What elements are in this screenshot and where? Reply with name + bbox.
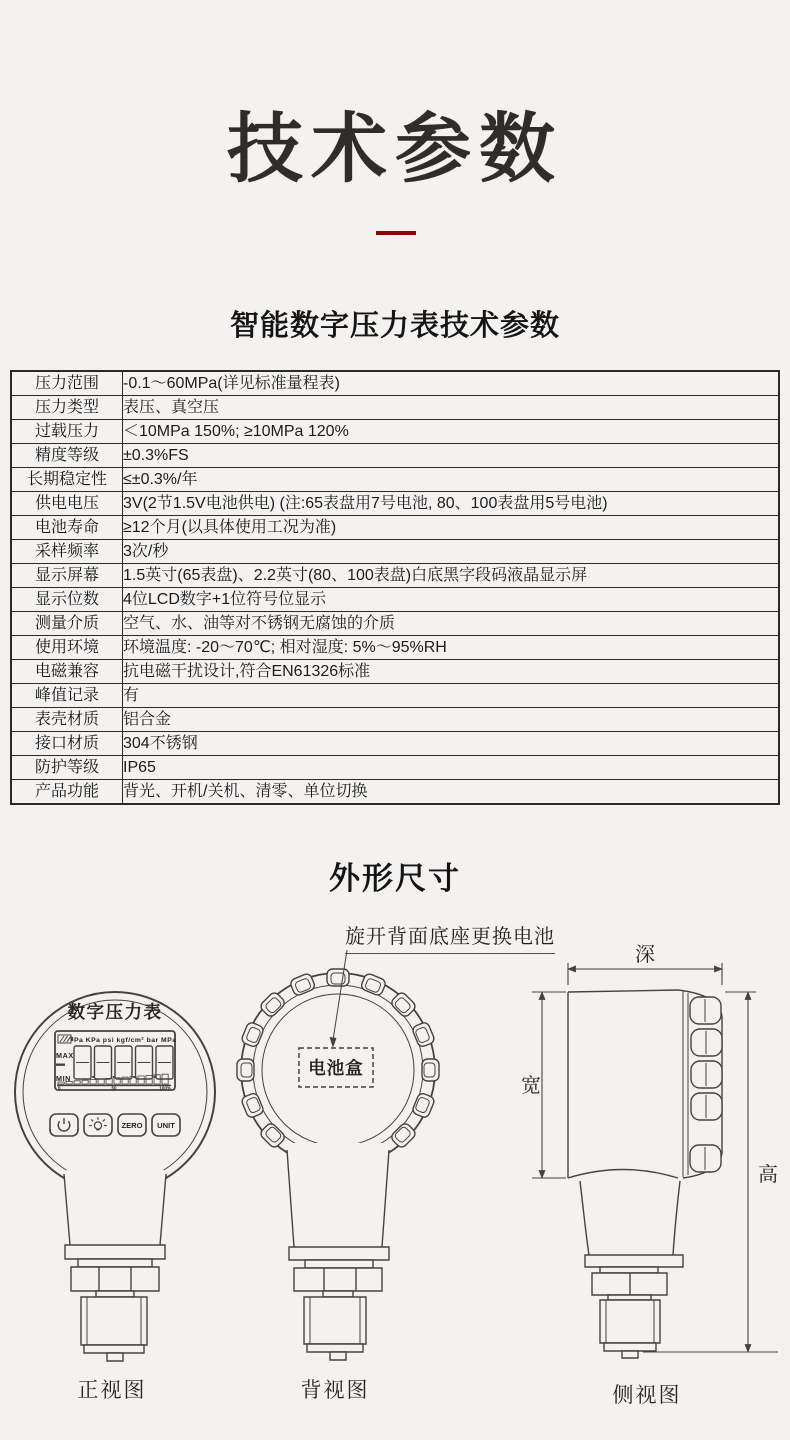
spec-value: 3次/秒 bbox=[123, 540, 780, 564]
spec-label: 防护等级 bbox=[11, 756, 123, 780]
zero-button-label: ZERO bbox=[121, 1121, 143, 1130]
table-row bbox=[11, 684, 779, 708]
scale-mid-label: 50 bbox=[111, 1085, 117, 1091]
spec-label: 压力范围 bbox=[11, 371, 123, 396]
lcd-minus-sign bbox=[56, 1064, 65, 1066]
spec-label: 显示位数 bbox=[11, 588, 123, 612]
scale-max-label: 100% bbox=[159, 1085, 171, 1091]
table-row bbox=[11, 540, 779, 564]
spec-value: 4位LCD数字+1位符号位显示 bbox=[123, 588, 780, 612]
battery-box-label: 电池盒 bbox=[308, 1058, 364, 1078]
dimensions-heading: 外形尺寸 bbox=[329, 861, 461, 896]
lcd-units-text: Pa KPa psi kgf/cm² bar MPa bbox=[74, 1037, 177, 1044]
spec-label: 峰值记录 bbox=[11, 684, 123, 708]
depth-label: 深 bbox=[635, 944, 655, 966]
table-row bbox=[11, 371, 779, 396]
spec-value: 抗电磁干扰设计,符合EN61326标准 bbox=[123, 660, 780, 684]
table-row bbox=[11, 612, 779, 636]
spec-label: 供电电压 bbox=[11, 492, 123, 516]
unit-button-label: UNIT bbox=[157, 1121, 175, 1130]
table-row bbox=[11, 420, 779, 444]
spec-value: IP65 bbox=[123, 756, 780, 780]
back-connector bbox=[287, 1143, 389, 1360]
back-view-drawing bbox=[232, 938, 444, 1368]
lcd-min-label: MIN bbox=[56, 1074, 71, 1083]
battery-icon bbox=[58, 1035, 73, 1043]
lcd-max-label: MAX bbox=[56, 1051, 74, 1060]
spec-label: 产品功能 bbox=[11, 780, 123, 805]
spec-label: 测量介质 bbox=[11, 612, 123, 636]
spec-table bbox=[10, 370, 780, 805]
spec-label: 电池寿命 bbox=[11, 516, 123, 540]
front-view-drawing bbox=[8, 978, 238, 1368]
table-row bbox=[11, 636, 779, 660]
depth-dimension bbox=[568, 943, 722, 985]
spec-value: 304不锈钢 bbox=[123, 732, 780, 756]
table-row bbox=[11, 564, 779, 588]
spec-value: -0.1～60MPa(详见标准量程表) bbox=[123, 371, 780, 396]
spec-value: ≥12个月(以具体使用工况为准) bbox=[123, 516, 780, 540]
section-subtitle: 智能数字压力表技术参数 bbox=[229, 310, 560, 342]
zero-button bbox=[118, 1114, 146, 1136]
side-body bbox=[568, 990, 722, 1178]
table-row bbox=[11, 780, 779, 805]
table-row bbox=[11, 732, 779, 756]
table-row bbox=[11, 444, 779, 468]
spec-value: 空气、水、油等对不锈钢无腐蚀的介质 bbox=[123, 612, 780, 636]
power-icon bbox=[58, 1118, 70, 1131]
lcd-digits bbox=[74, 1046, 173, 1079]
side-view-drawing bbox=[520, 935, 788, 1405]
table-row bbox=[11, 588, 779, 612]
spec-label: 表壳材质 bbox=[11, 708, 123, 732]
spec-label: 过载压力 bbox=[11, 420, 123, 444]
spec-label: 使用环境 bbox=[11, 636, 123, 660]
spec-value: ＜10MPa 150%; ≥10MPa 120% bbox=[123, 420, 780, 444]
spec-label: 接口材质 bbox=[11, 732, 123, 756]
spec-value: 有 bbox=[123, 684, 780, 708]
table-row bbox=[11, 492, 779, 516]
back-view-label: 背视图 bbox=[300, 1379, 370, 1402]
spec-value: 1.5英寸(65表盘)、2.2英寸(80、100表盘)白底黑字段码液晶显示屏 bbox=[123, 564, 780, 588]
side-view-label: 侧视图 bbox=[612, 1384, 682, 1407]
power-button bbox=[50, 1114, 78, 1136]
table-row bbox=[11, 708, 779, 732]
backlight-button bbox=[84, 1114, 112, 1136]
spec-value: 3V(2节1.5V电池供电) (注:65表盘用7号电池, 80、100表盘用5号电池) bbox=[123, 492, 780, 516]
lcd-display bbox=[55, 1031, 177, 1090]
front-connector bbox=[64, 1170, 166, 1361]
spec-label: 电磁兼容 bbox=[11, 660, 123, 684]
table-row bbox=[11, 660, 779, 684]
side-knurl bbox=[690, 997, 722, 1172]
spec-value: 背光、开机/关机、清零、单位切换 bbox=[123, 780, 780, 805]
spec-label: 长期稳定性 bbox=[11, 468, 123, 492]
spec-value: 表压、真空压 bbox=[123, 396, 780, 420]
gauge-brand-text: 数字压力表 bbox=[67, 1002, 163, 1022]
table-row bbox=[11, 396, 779, 420]
spec-value: ±0.3%FS bbox=[123, 444, 780, 468]
unit-button bbox=[152, 1114, 180, 1136]
spec-label: 显示屏幕 bbox=[11, 564, 123, 588]
spec-label: 采样频率 bbox=[11, 540, 123, 564]
width-dimension bbox=[521, 992, 566, 1178]
battery-leader-arrow bbox=[330, 950, 348, 1048]
side-connector bbox=[580, 1181, 683, 1358]
spec-value: 环境温度: -20～70℃; 相对湿度: 5%～95%RH bbox=[123, 636, 780, 660]
spec-value: ≤±0.3%/年 bbox=[123, 468, 780, 492]
spec-label: 精度等级 bbox=[11, 444, 123, 468]
page-title: 技术参数 bbox=[227, 107, 563, 192]
battery-annotation: 旋开背面底座更换电池 bbox=[345, 920, 555, 954]
table-row bbox=[11, 468, 779, 492]
height-label: 高 bbox=[758, 1164, 778, 1186]
front-view-label: 正视图 bbox=[77, 1379, 147, 1402]
gauge-buttons bbox=[50, 1114, 180, 1136]
spec-value: 铝合金 bbox=[123, 708, 780, 732]
backlight-icon bbox=[89, 1117, 107, 1130]
table-row bbox=[11, 756, 779, 780]
table-row bbox=[11, 516, 779, 540]
title-divider bbox=[376, 231, 416, 235]
width-label: 宽 bbox=[521, 1075, 541, 1097]
spec-label: 压力类型 bbox=[11, 396, 123, 420]
scale-min-label: 0 bbox=[58, 1085, 61, 1091]
